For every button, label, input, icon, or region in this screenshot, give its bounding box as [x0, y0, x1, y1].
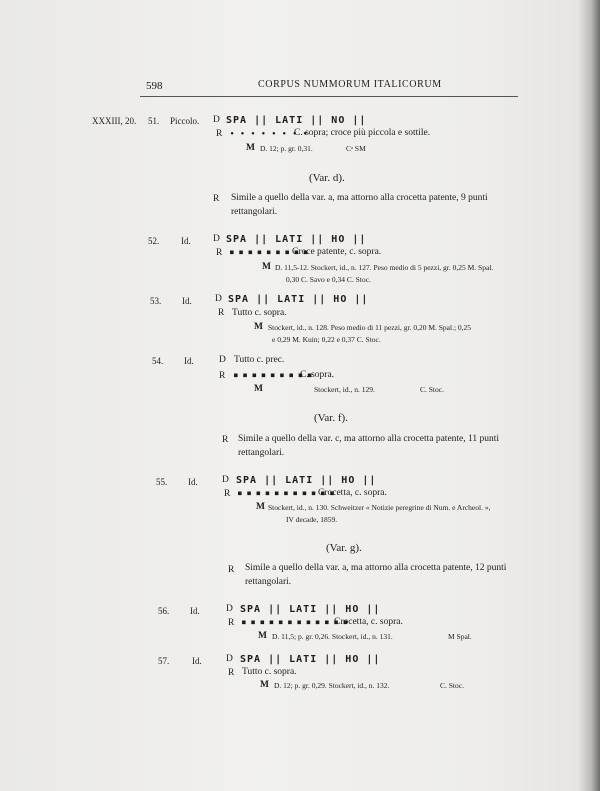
variant-description: Simile a quello della var. a, ma attorno alla crocetta patente, 12 punti — [245, 563, 507, 573]
reverse-symbol: R — [228, 618, 235, 628]
obverse-description: Tutto c. prec. — [234, 355, 285, 365]
reverse-symbol: R — [228, 565, 235, 575]
denomination: Id. — [182, 296, 192, 306]
reverse-description: Croce patente, c. sopra. — [292, 247, 382, 257]
collection-location: Cᵃ SM — [346, 144, 366, 153]
entry-number: 54. — [152, 356, 164, 366]
coin-metadata: D. 11,5-12. Stockert, id., n. 127. Peso medio di 5 pezzi, gr. 0,25 M. Spal. — [275, 263, 494, 272]
obverse-legend: SPA || LATI || NO || — [226, 115, 367, 126]
obverse-symbol: D — [215, 294, 222, 304]
denomination: Id. — [181, 236, 191, 246]
collection-mark: M — [262, 262, 271, 272]
obverse-legend: SPA || LATI || HO || — [240, 654, 381, 665]
reverse-symbol: R — [224, 489, 231, 499]
collection-mark: M — [258, 631, 267, 641]
reverse-symbol: R — [218, 308, 225, 318]
obverse-legend: SPA || LATI || HO || — [236, 475, 377, 486]
reverse-description: Crocetta, c. sopra. — [318, 488, 387, 498]
denomination: Id. — [192, 656, 202, 666]
collection-mark: M — [260, 680, 269, 690]
reverse-dots: • • • • • • • • — [230, 130, 309, 138]
reverse-dots: ■ ■ ■ ■ ■ ■ ■ ■ ■ ■ ■ — [238, 490, 335, 497]
variant-description-cont: rettangolari. — [231, 207, 278, 217]
variant-heading: (Var. d). — [309, 172, 345, 184]
collection-location: C. Stoc. — [420, 385, 444, 394]
page-spine-shadow — [578, 0, 600, 791]
coin-metadata: D. 11,5; p. gr. 0,26. Stockert, id., n. 131. — [272, 632, 393, 641]
reverse-description: Crocetta, c. sopra. — [334, 617, 403, 627]
obverse-symbol: D — [226, 604, 233, 614]
variant-heading: (Var. f). — [314, 412, 348, 424]
reverse-symbol: R — [213, 194, 220, 204]
denomination: Id. — [184, 356, 194, 366]
reverse-symbol: R — [219, 371, 226, 381]
collection-mark: M — [246, 143, 255, 153]
variant-description-cont: rettangolari. — [238, 448, 285, 458]
coin-metadata-cont: e 0,29 M. Kuin; 0,22 e 0,37 C. Stoc. — [272, 335, 381, 344]
entry-number: 53. — [150, 296, 162, 306]
reverse-symbol: R — [222, 435, 229, 445]
entry-number: 51. — [148, 116, 160, 126]
obverse-legend: SPA || LATI || HO || — [228, 294, 369, 305]
reverse-dots: ■ ■ ■ ■ ■ ■ ■ ■ ■ — [234, 372, 313, 379]
plate-reference: XXXIII, 20. — [92, 116, 137, 126]
reverse-dots: ■ ■ ■ ■ ■ ■ ■ ■ ■ ■ ■ ■ — [242, 619, 349, 626]
obverse-symbol: D — [213, 115, 220, 125]
coin-metadata-cont: 0,30 C. Savo e 0,34 C. Stoc. — [286, 275, 371, 284]
obverse-symbol: D — [213, 234, 220, 244]
denomination: Piccolo. — [170, 116, 200, 126]
entry-number: 52. — [148, 236, 160, 246]
reverse-description: C. sopra. — [300, 370, 335, 380]
coin-metadata: Stockert, id., n. 128. Peso medio di 11 pezzi, gr. 0,20 M. Spal.; 0,25 — [268, 323, 472, 332]
denomination: Id. — [188, 477, 198, 487]
obverse-symbol: D — [219, 355, 226, 365]
reverse-symbol: R — [216, 248, 223, 258]
obverse-symbol: D — [226, 654, 233, 664]
header-rule — [140, 96, 518, 97]
reverse-symbol: R — [228, 668, 235, 678]
variant-heading: (Var. g). — [326, 542, 362, 554]
collection-location: C. Stoc. — [440, 681, 464, 690]
entry-number: 55. — [156, 477, 168, 487]
reverse-description: Tutto c. sopra. — [232, 308, 287, 318]
reverse-dots: ■ ■ ■ ■ ■ ■ ■ ■ ■ — [230, 249, 309, 256]
coin-metadata: Stockert, id., n. 130. Schweitzer « Notizie peregrine di Num. e Archeol. », — [268, 503, 491, 512]
variant-description: Simile a quello della var. a, ma attorno alla crocetta patente, 9 punti — [231, 193, 488, 203]
collection-location: M Spal. — [448, 632, 472, 641]
variant-description: Simile a quello della var. c, ma attorno alla crocetta patente, 11 punti — [238, 434, 500, 444]
reverse-symbol: R — [216, 129, 223, 139]
obverse-legend: SPA || LATI || HO || — [240, 604, 381, 615]
coin-metadata-cont: IV decade, 1859. — [286, 515, 338, 524]
obverse-symbol: D — [222, 475, 229, 485]
denomination: Id. — [190, 606, 200, 616]
collection-mark: M — [254, 322, 263, 332]
coin-metadata: D. 12; p. gr. 0,29. Stockert, id., n. 132. — [274, 681, 390, 690]
reverse-description: Tutto c. sopra. — [242, 667, 297, 677]
entry-number: 57. — [158, 656, 170, 666]
coin-metadata: D. 12; p. gr. 0,31. — [260, 144, 313, 153]
reverse-description: C. sopra; croce più piccola e sottile. — [294, 128, 431, 138]
obverse-legend: SPA || LATI || HO || — [226, 234, 367, 245]
running-title: CORPUS NUMMORUM ITALICORUM — [258, 79, 442, 90]
collection-mark: M — [254, 384, 263, 394]
page-number: 598 — [146, 80, 163, 92]
coin-metadata: Stockert, id., n. 129. — [314, 385, 375, 394]
entry-number: 56. — [158, 606, 170, 616]
collection-mark: M — [256, 502, 265, 512]
variant-description-cont: rettangolari. — [245, 577, 292, 587]
